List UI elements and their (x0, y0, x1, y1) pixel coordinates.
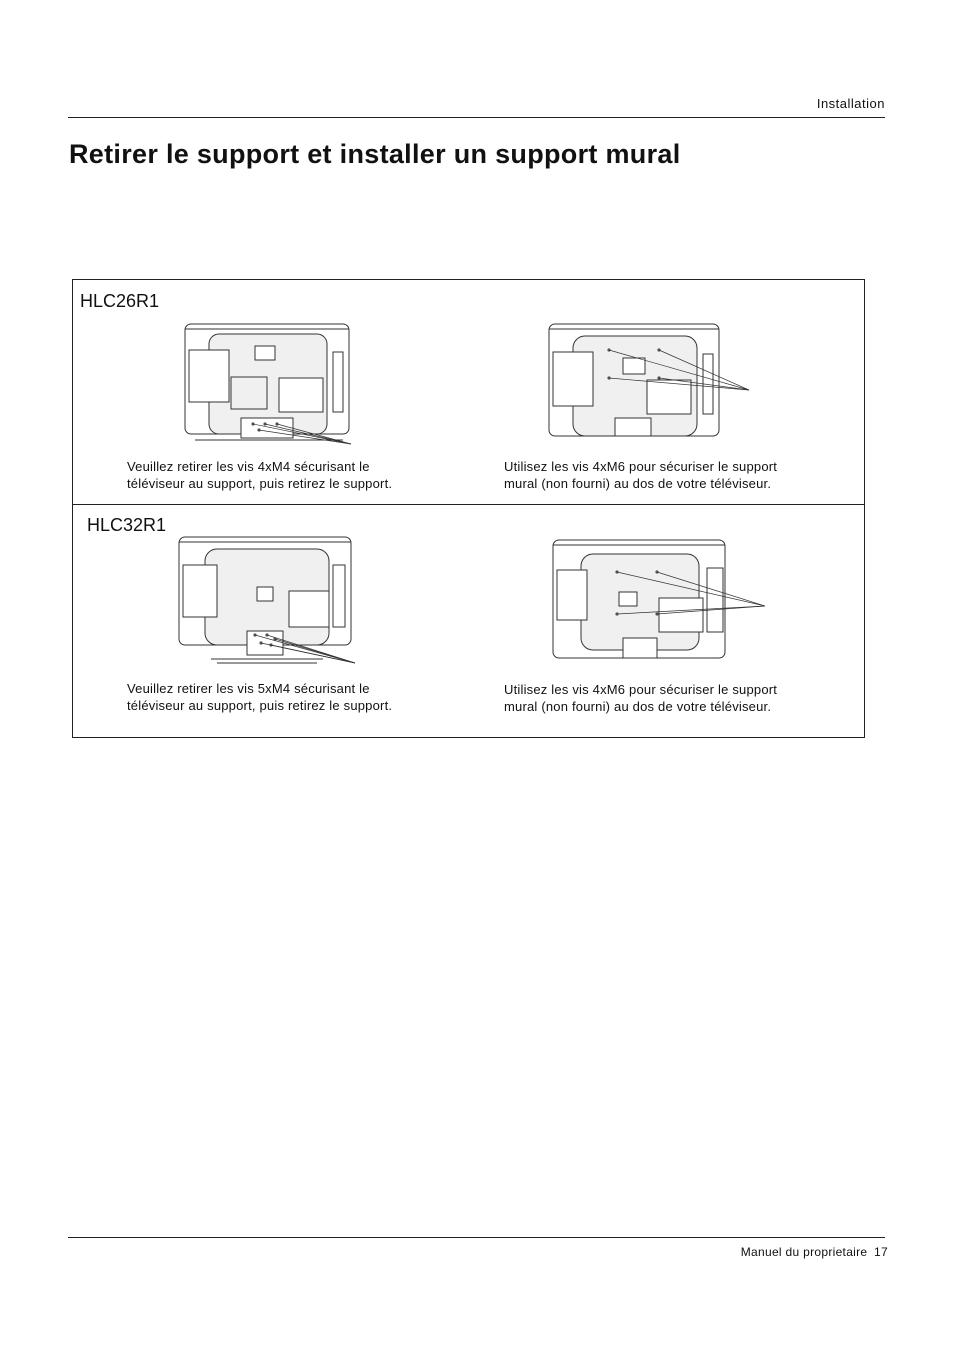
footer-label: Manuel du proprietaire (740, 1245, 868, 1259)
caption-line: téléviseur au support, puis retirez le support. (127, 698, 393, 713)
caption-line: Utilisez les vis 4xM6 pour sécuriser le support (504, 459, 778, 474)
caption-line: mural (non fourni) au dos de votre téléviseur. (504, 699, 772, 714)
page-footer (738, 1245, 888, 1259)
page-title: Retirer le support et installer un support mural (69, 139, 681, 169)
caption-line: mural (non fourni) au dos de votre téléviseur. (504, 476, 772, 491)
caption-line: Veuillez retirer les vis 5xM4 sécurisant le (127, 681, 370, 696)
top-rule (68, 117, 885, 118)
model-label-hlc26r1: HLC26R1 (80, 291, 160, 311)
caption-line: Veuillez retirer les vis 4xM4 sécurisant le (127, 459, 370, 474)
instruction-box (72, 279, 865, 738)
remove-screws-caption-hlc26r1 (127, 458, 392, 492)
caption-line: téléviseur au support, puis retirez le support. (127, 476, 393, 491)
bottom-rule (68, 1237, 885, 1238)
tv-back-with-stand-diagram (183, 322, 353, 450)
section-header: Installation (816, 96, 885, 111)
wall-mount-caption-hlc26r1 (504, 458, 777, 492)
tv-back-wall-mount-diagram (547, 322, 757, 450)
tv-back-with-stand-diagram (177, 535, 357, 667)
remove-screws-caption-hlc32r1 (127, 680, 392, 714)
page-number: 17 (874, 1245, 888, 1259)
tv-back-wall-mount-diagram (551, 538, 771, 662)
wall-mount-caption-hlc32r1 (504, 681, 777, 715)
section-divider (73, 504, 864, 505)
model-label-hlc32r1: HLC32R1 (87, 515, 167, 535)
caption-line: Utilisez les vis 4xM6 pour sécuriser le support (504, 682, 778, 697)
